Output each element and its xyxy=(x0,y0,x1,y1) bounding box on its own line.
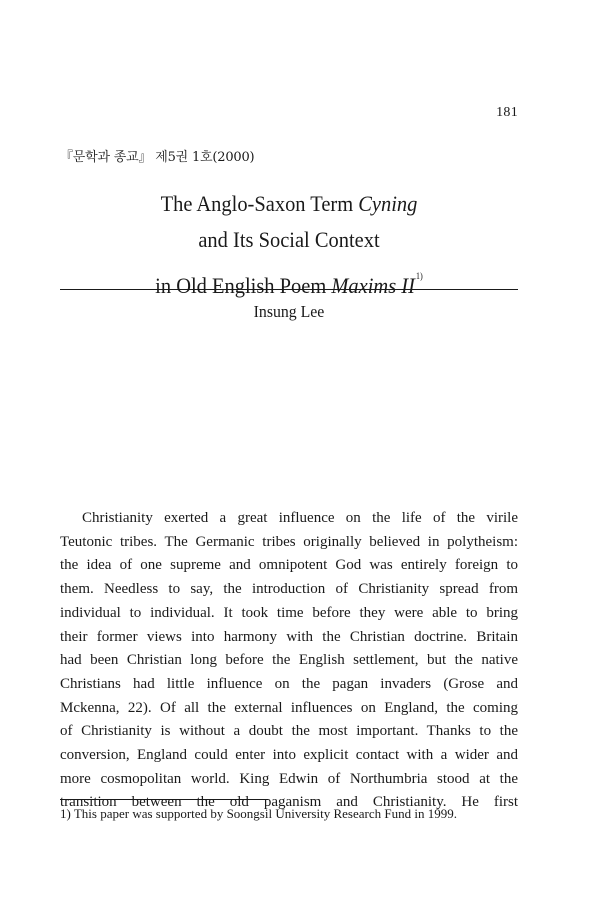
title-line-1-text: The Anglo-Saxon Term xyxy=(160,191,359,216)
body-line: transition between the old paganism and Christianity. He first xyxy=(60,794,518,811)
title-line-3 xyxy=(76,258,502,304)
paper-title xyxy=(76,186,502,304)
body-line: individual to individual. It took time before they were able to bring xyxy=(60,604,518,621)
body-line: their former views into harmony with the Christian doctrine. Britain xyxy=(60,628,518,645)
body-line: Christianity exerted a great influence on the life of the virile xyxy=(82,510,518,526)
body-line: conversion, England could enter into explicit contact with a wider and xyxy=(60,747,518,764)
footnote-marker: 1) xyxy=(415,271,423,281)
body-line: Mckenna, 22). Of all the external influences on England, the coming xyxy=(60,699,518,716)
title-line-1 xyxy=(76,186,502,222)
author-name: Insung Lee xyxy=(253,302,325,321)
title-line-3-text: in Old English Poem xyxy=(155,273,332,298)
body-line: Christians had little influence on the pagan invaders (Grose and xyxy=(60,675,518,692)
body-line: more cosmopolitan world. King Edwin of Northumbria stood at the xyxy=(60,770,518,787)
body-line: had been Christian long before the English settlement, but the native xyxy=(60,652,518,669)
body-line: the idea of one supreme and omnipotent God was entirely foreign to xyxy=(60,557,518,574)
journal-reference: 『문학과 종교』 제5권 1호(2000) xyxy=(60,150,255,165)
footnote: 1) This paper was supported by Soongsil University Research Fund in 1999. xyxy=(60,806,457,821)
title-rule xyxy=(60,289,518,290)
page-number: 181 xyxy=(496,105,518,120)
title-line-3-italic: Maxims II xyxy=(331,273,415,298)
body-paragraph xyxy=(60,507,518,815)
body-line: Teutonic tribes. The Germanic tribes originally believed in polytheism: xyxy=(60,533,518,550)
body-line: of Christianity is without a doubt the most important. Thanks to the xyxy=(60,723,518,740)
footnote-rule xyxy=(60,799,268,800)
body-line: them. Needless to say, the introduction of Christianity spread from xyxy=(60,581,518,598)
title-line-1-italic: Cyning xyxy=(358,191,418,216)
title-line-2: and Its Social Context xyxy=(198,227,380,252)
